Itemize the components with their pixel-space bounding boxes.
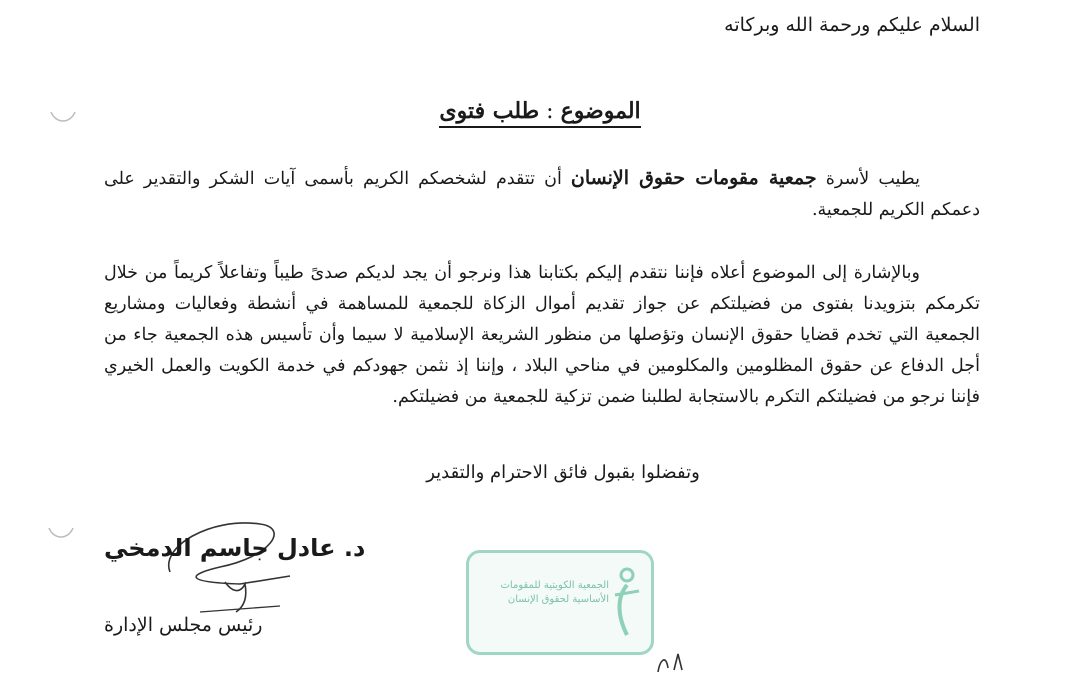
subject-text: طلب فتوى xyxy=(439,98,540,124)
p1-before: يطيب لأسرة xyxy=(816,169,921,189)
subject-line xyxy=(0,98,1080,128)
greeting: السلام عليكم ورحمة الله وبركاته xyxy=(724,14,980,36)
subject-underline xyxy=(439,98,640,128)
subject-separator: : xyxy=(539,99,561,124)
closing-line: وتفضلوا بقبول فائق الاحترام والتقدير xyxy=(426,462,700,483)
stamp-logo-icon xyxy=(609,565,643,645)
organization-name: جمعية مقومات حقوق الإنسان xyxy=(570,167,817,189)
stamp-text: الجمعية الكويتية للمقومات الأساسية لحقوق الإنسان xyxy=(500,580,609,605)
paragraph-request: وبالإشارة إلى الموضوع أعلاه فإننا نتقدم إليكم بكتابنا هذا ونرجو أن يجد لديكم صدىً طيباً وتفاعلاً كريماً من خلال تكرمكم بتزويدنا بفتوى من فضيلتكم عن جواز تقديم أموال الزكاة للجمعية للمساهمة في أنشطة وفعاليات ومشاريع الجمعية التي تخدم قضايا حقوق الإنسان وتؤصلها من منظور الشريعة الإسلامية لا سيما وأن تأسيس هذه الجمعية جاء من أجل الدفاع عن حقوق المظلومين والمكلومين في مناحي البلاد ، وإننا إذ نثمن جهودكم في خدمة الكويت والعمل الخيري فإننا نرجو من فضيلتكم التكرم بالاستجابة لطلبنا ضمن تزكية للجمعية من فضيلتكم. xyxy=(104,263,980,407)
subject-label: الموضوع xyxy=(560,98,641,124)
punch-hole-mark xyxy=(48,108,78,126)
signer-title: رئيس مجلس الإدارة xyxy=(104,614,263,636)
handwritten-signature xyxy=(150,512,300,622)
paragraph-thanks xyxy=(104,163,980,226)
organization-stamp xyxy=(466,550,654,655)
p1-after: أن تتقدم لشخصكم الكريم بأسمى آيات الشكر والتقدير على دعمكم الكريم للجمعية. xyxy=(104,169,980,220)
signer-name: د. عادل جاسم الدمخي xyxy=(104,534,366,562)
punch-hole-mark xyxy=(46,524,76,542)
handwritten-mark xyxy=(652,650,692,675)
